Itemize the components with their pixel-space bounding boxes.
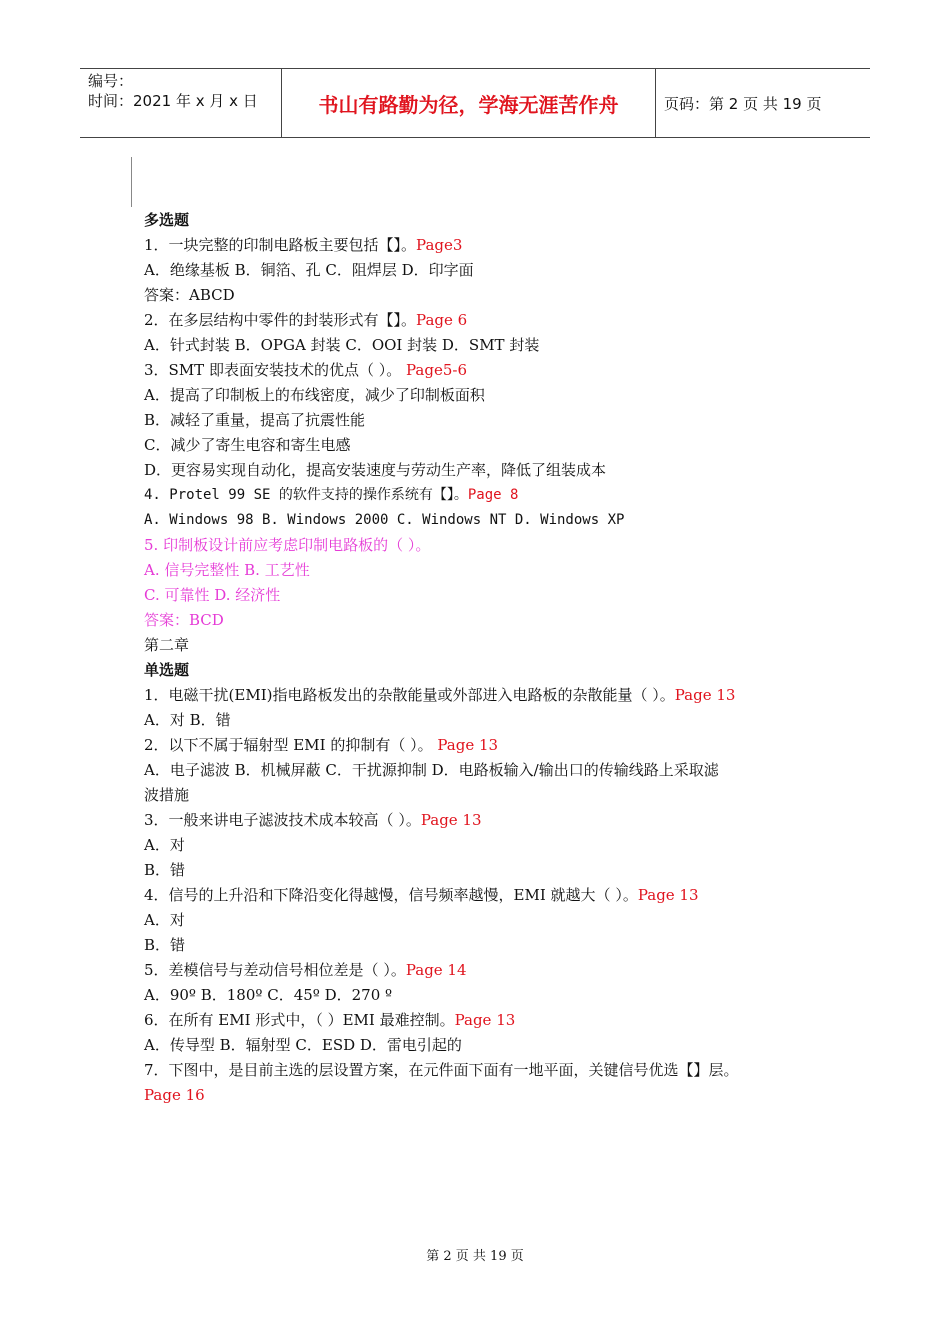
text-line [144, 758, 834, 783]
text-line [144, 933, 834, 958]
document-header [80, 68, 870, 138]
header-left-cell [88, 71, 258, 111]
line-text: 1．电磁干扰(EMI)指电路板发出的杂散能量或外部进入电路板的杂散能量（ ）。 [144, 686, 675, 704]
text-line [144, 458, 834, 483]
text-line [144, 708, 834, 733]
text-line [144, 408, 834, 433]
line-text: 1．一块完整的印制电路板主要包括【】。 [144, 236, 417, 254]
text-line [144, 1083, 834, 1108]
page-reference: Page 8 [467, 487, 519, 503]
text-line [144, 233, 834, 258]
line-text: A．电子滤波 B．机械屏蔽 C．干扰源抑制 D．电路板输入/输出口的传输线路上采取滤 [144, 761, 719, 779]
text-line [144, 583, 834, 608]
page-reference: Page3 [416, 236, 463, 254]
text-line [144, 508, 834, 533]
page-reference: Page 14 [405, 961, 467, 979]
text-line [144, 883, 834, 908]
line-text: C. 可靠性 D. 经济性 [144, 586, 281, 604]
line-text: 多选题 [144, 211, 190, 229]
text-line [144, 258, 834, 283]
text-line [144, 383, 834, 408]
text-line [144, 483, 834, 508]
line-text: 2．在多层结构中零件的封装形式有【】。 [144, 311, 417, 329]
line-text: 第二章 [144, 636, 190, 654]
line-text: 4．信号的上升沿和下降沿变化得越慢，信号频率越慢，EMI 就越大（ ）。 [144, 886, 638, 904]
line-text: D．更容易实现自动化，提高安装速度与劳动生产率，降低了组装成本 [144, 461, 607, 479]
text-line [144, 833, 834, 858]
line-text: B．错 [144, 861, 186, 879]
line-text: A．传导型 B．辐射型 C．ESD D．雷电引起的 [144, 1036, 462, 1054]
text-line [144, 683, 834, 708]
line-text: C．减少了寄生电容和寄生电感 [144, 436, 351, 454]
text-line [144, 208, 834, 233]
line-text: 6．在所有 EMI 形式中，（ ）EMI 最难控制。 [144, 1011, 455, 1029]
line-text: B．错 [144, 936, 186, 954]
text-line [144, 1033, 834, 1058]
line-text: 4. Protel 99 SE 的软件支持的操作系统有【】。 [144, 487, 468, 503]
line-text: 单选题 [144, 661, 190, 679]
page-reference: Page 13 [437, 736, 499, 754]
text-line [144, 808, 834, 833]
line-text: 5. 印制板设计前应考虑印制电路板的（ ）。 [144, 536, 431, 554]
header-page-label: 页码：第 2 页 共 19 页 [664, 94, 822, 113]
document-body [144, 208, 834, 1108]
number-label: 编号： [88, 72, 134, 90]
text-line [144, 858, 834, 883]
text-line [144, 733, 834, 758]
line-text: 波措施 [144, 786, 190, 804]
line-text: 答案：BCD [144, 611, 224, 629]
text-line [144, 958, 834, 983]
line-text: A．提高了印制板上的布线密度，减少了印制板面积 [144, 386, 485, 404]
time-label: 时间：2021 年 x 月 x 日 [88, 92, 258, 110]
text-line [144, 633, 834, 658]
text-line [144, 533, 834, 558]
page-reference: Page 13 [674, 686, 736, 704]
text-line [144, 283, 834, 308]
line-text: A. 信号完整性 B. 工艺性 [144, 561, 310, 579]
line-text: A．针式封装 B．OPGA 封装 C．OOI 封装 D．SMT 封装 [144, 336, 540, 354]
line-text: B．减轻了重量，提高了抗震性能 [144, 411, 366, 429]
line-text: 5．差模信号与差动信号相位差是（ ）。 [144, 961, 406, 979]
page-reference: Page 16 [144, 1086, 205, 1104]
line-text: 答案：ABCD [144, 286, 235, 304]
page-reference: Page 13 [454, 1011, 516, 1029]
margin-marker [131, 157, 132, 207]
line-text: A．对 B．错 [144, 711, 231, 729]
line-text: 2．以下不属于辐射型 EMI 的抑制有（ ）。 [144, 736, 438, 754]
header-motto: 书山有路勤为径，学海无涯苦作舟 [281, 69, 656, 137]
line-text: 3．一般来讲电子滤波技术成本较高（ ）。 [144, 811, 421, 829]
text-line [144, 358, 834, 383]
text-line [144, 558, 834, 583]
page-reference: Page 13 [637, 886, 699, 904]
line-text: A．90º B．180º C．45º D．270 º [144, 986, 393, 1004]
line-text: 3．SMT 即表面安装技术的优点（ ）。 [144, 361, 406, 379]
text-line [144, 783, 834, 808]
text-line [144, 1058, 834, 1083]
page-footer: 第 2 页 共 19 页 [426, 1249, 524, 1264]
text-line [144, 908, 834, 933]
text-line [144, 658, 834, 683]
line-text: A. Windows 98 B. Windows 2000 C. Windows NT D. Windows XP [144, 512, 625, 528]
page-reference: Page5-6 [406, 361, 467, 379]
line-text: A．对 [144, 911, 185, 929]
text-line [144, 308, 834, 333]
text-line [144, 983, 834, 1008]
line-text: A．对 [144, 836, 185, 854]
text-line [144, 608, 834, 633]
text-line [144, 433, 834, 458]
line-text: A．绝缘基板 B．铜箔、孔 C．阻焊层 D．印字面 [144, 261, 474, 279]
text-line [144, 1008, 834, 1033]
text-line [144, 333, 834, 358]
page-reference: Page 6 [416, 311, 468, 329]
page-reference: Page 13 [420, 811, 482, 829]
line-text: 7．下图中，是目前主选的层设置方案，在元件面下面有一地平面，关键信号优选【】层。 [144, 1061, 739, 1079]
